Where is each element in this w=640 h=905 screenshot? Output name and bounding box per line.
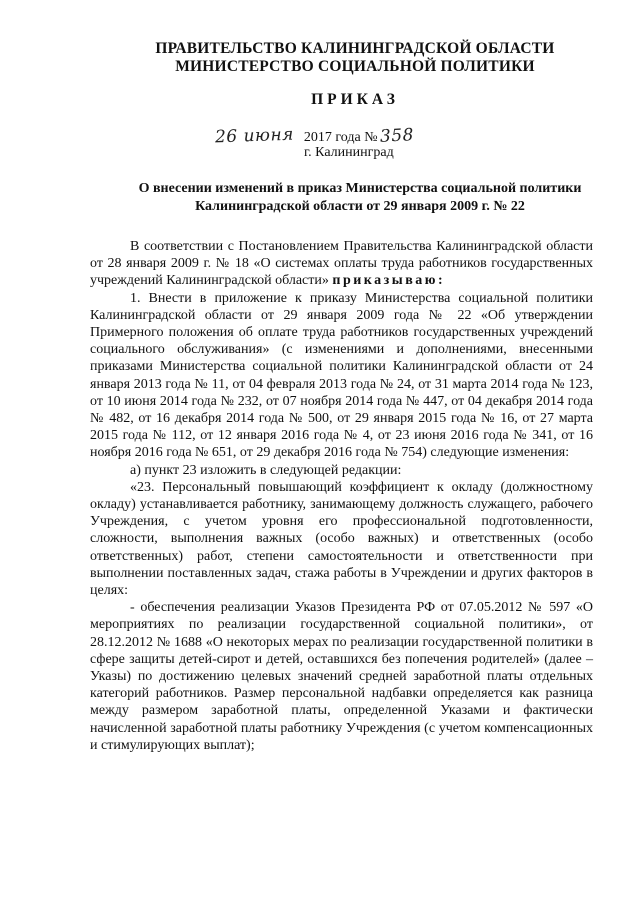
- government-heading: ПРАВИТЕЛЬСТВО КАЛИНИНГРАДСКОЙ ОБЛАСТИ: [155, 40, 555, 57]
- year-text: 2017 года №: [303, 130, 378, 145]
- preamble-text: В соответствии с Постановлением Правительства Калининградской области от 28 января 2009 г. № 18 «О системах оплаты труда работников государственных учреждений Калининградской области»: [90, 239, 593, 289]
- paragraph-subitem-a: а) пункт 23 изложить в следующей редакции:: [130, 462, 402, 478]
- handwritten-number: 358: [379, 125, 415, 147]
- paragraph-item-1: 1. Внести в приложение к приказу Министерства социальной политики Калининградской области от 29 января 2009 года № 22 «Об утверждении Примерного положения об оплате труда работников государственных учреждений социального обслуживания» (с изменениями и дополнениями, внесенными приказами Министерства социальной политики Калининградской области от 24 января 2013 года № 11, от 04 февраля 2013 года № 24, от 31 марта 2014 года № 123, от 10 июня 2014 года № 232, от 07 ноября 2014 года № 447, от 04 декабря 2014 года № 482, от 16 декабря 2014 года № 500, от 29 января 2015 года № 16, от 27 марта 2015 года № 112, от 12 января 2016 года № 4, от 23 июня 2016 года № 341, от 16 ноября 2016 года № 651, от 29 декабря 2016 года № 754) следующие изменения:: [90, 290, 593, 461]
- paragraph-decrees: - обеспечения реализации Указов Президента РФ от 07.05.2012 № 597 «О мероприятиях по реализации государственной социальной политики», от 28.12.2012 № 1688 «О некоторых мерах по реализации государственной политики в сфере защиты детей-сирот и детей, оставшихся без попечения родителей» (далее – Указы) по достижению целевых значений средней заработной платы отдельных категорий работников. Размер персональной надбавки определяется как разница между размером заработной платы, определенной Указами и фактически начисленной заработной платы работнику Учреждения (с учетом компенсационных и стимулирующих выплат);: [90, 600, 593, 753]
- document-body: [90, 238, 593, 754]
- document-subject: О внесении изменений в приказ Министерства социальной политики Калининградской области от 29 января 2009 г. № 22: [138, 181, 582, 214]
- paragraph-clause-23: «23. Персональный повышающий коэффициент к окладу (должностному окладу) устанавливается работнику, занимающему должность служащего, рабочего Учреждения, с учетом уровня его профессиональной подготовленности, сложности, выполнения важных (особо важных) и ответственных (особо ответственных) работ, степени самостоятельности и ответственности при выполнении поставленных задач, стажа работы в Учреждении и других факторов в целях:: [90, 479, 593, 599]
- date-number-line: [215, 126, 414, 146]
- handwritten-date: 26 июня: [214, 124, 295, 148]
- ministry-heading: МИНИСТЕРСТВО СОЦИАЛЬНОЙ ПОЛИТИКИ: [175, 58, 535, 75]
- document-type-title: ПРИКАЗ: [311, 91, 399, 108]
- order-word: приказываю:: [332, 273, 446, 289]
- paragraph-preamble: [90, 238, 593, 290]
- city-line: г. Калининград: [304, 145, 394, 160]
